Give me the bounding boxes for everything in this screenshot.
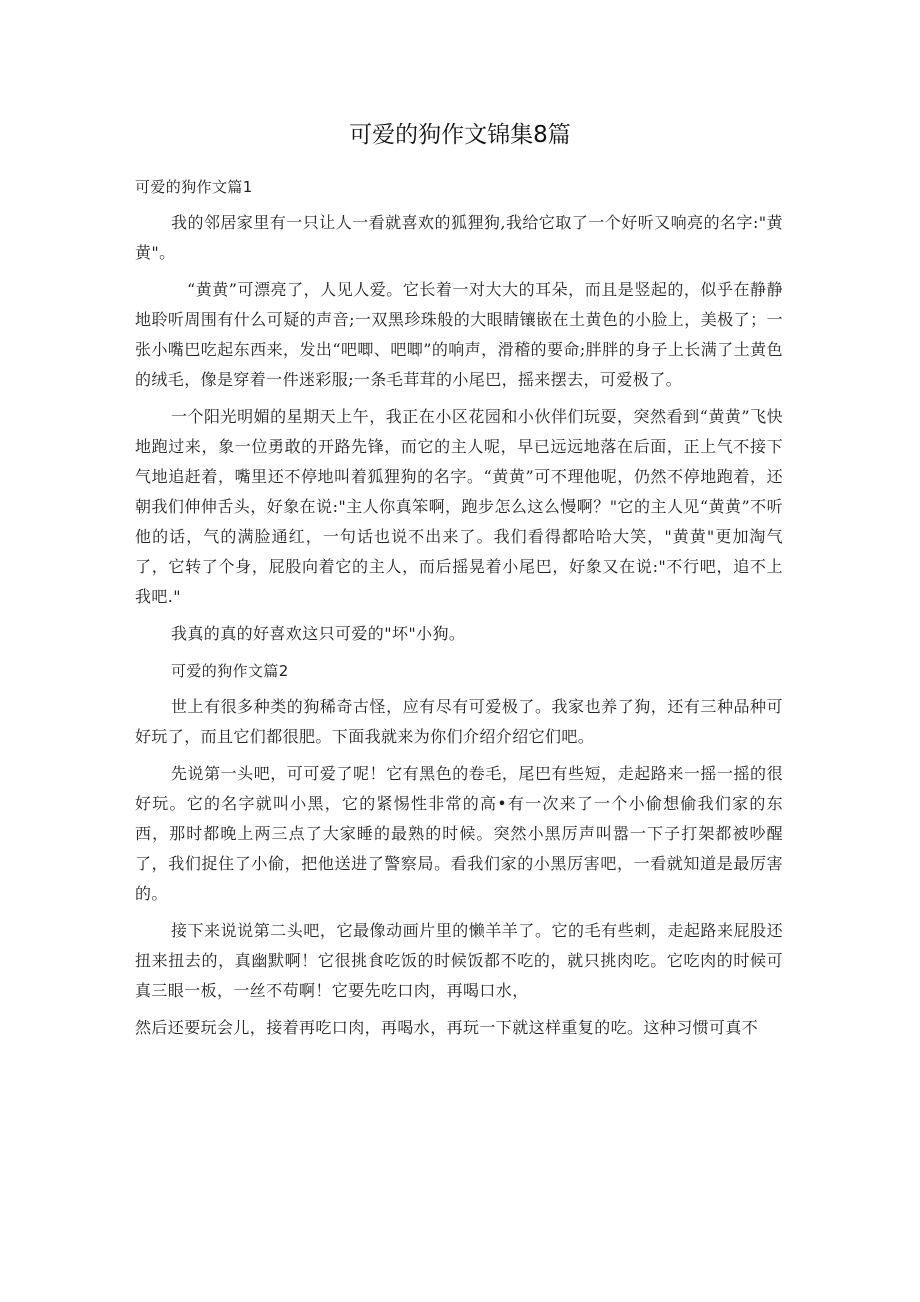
paragraph: 我的邻居家里有一只让人一看就喜欢的狐狸狗,我给它取了一个好听又响亮的名字:"黄黄"。 xyxy=(135,213,783,262)
paragraph: 我真的真的好喜欢这只可爱的"坏"小狗。 xyxy=(171,624,466,643)
paragraph: “黄黄”可漂亮了，人见人爱。它长着一对大大的耳朵，而且是竖起的，似乎在静静地聆听周围有什么可疑的声音;一双黑珍珠般的大眼睛镶嵌在土黄色的小脸上，美极了；一张小嘴巴吃起东西来，发出“吧唧、吧唧”的响声，滑稽的要命;胖胖的身子上长满了土黄色的绒毛，像是穿着一件迷彩服;一条毛茸茸的小尾巴，摇来摆去，可爱极了。 xyxy=(135,280,783,389)
document-body xyxy=(135,172,783,1050)
paragraph: 先说第一头吧，可可爱了呢！它有黑色的卷毛，尾巴有些短，走起路来一摇一摇的很好玩。它的名字就叫小黑，它的紧惕性非常的高•有一次来了一个小偷想偷我们家的东西，那时都晚上两三点了大家睡的最熟的时候。突然小黑厉声叫嚣一下子打架都被吵醒了，我们捉住了小偷，把他送进了警察局。看我们家的小黑厉害吧，一看就知道是最厉害的。 xyxy=(135,764,783,903)
paragraph: 然后还要玩会儿，接着再吃口肉，再喝水，再玩一下就这样重复的吃。这种习惯可真不 xyxy=(135,1018,759,1037)
section-heading: 可爱的狗作文篇2 xyxy=(171,662,289,680)
paragraph: 一个阳光明媚的星期天上午，我正在小区花园和小伙伴们玩耍，突然看到“黄黄”飞快地跑过来，象一位勇敢的开路先锋，而它的主人呢，早已远远地落在后面，正上气不接下气地追赶着，嘴里还不停地叫着狐狸狗的名字。“黄黄”可不理他呢，仍然不停地跑着，还朝我们伸伸舌头，好象在说:"主人你真笨啊，跑步怎么这么慢啊？"它的主人见“黄黄”不听他的话，气的满脸通红，一句话也说不出来了。我们看得都哈哈大笑，"黄黄"更加淘气了，它转了个身，屁股向着它的主人，而后摇晃着小尾巴，好象又在说:"不行吧，追不上我吧." xyxy=(135,407,783,606)
paragraph: 世上有很多种类的狗稀奇古怪，应有尽有可爱极了。我家也养了狗，还有三种品种可好玩了，而且它们都很肥。下面我就来为你们介绍介绍它们吧。 xyxy=(135,697,783,746)
section-heading: 可爱的狗作文篇1 xyxy=(135,178,253,196)
paragraph: 接下来说说第二头吧，它最像动画片里的懒羊羊了。它的毛有些刺，走起路来屁股还扭来扭去的，真幽默啊！它很挑食吃饭的时候饭都不吃的，就只挑肉吃。它吃肉的时候可真三眼一板，一丝不苟啊！它要先吃口肉，再喝口水， xyxy=(135,921,783,1000)
document-title: 可爱的狗作文锦集8篇 xyxy=(349,122,571,148)
